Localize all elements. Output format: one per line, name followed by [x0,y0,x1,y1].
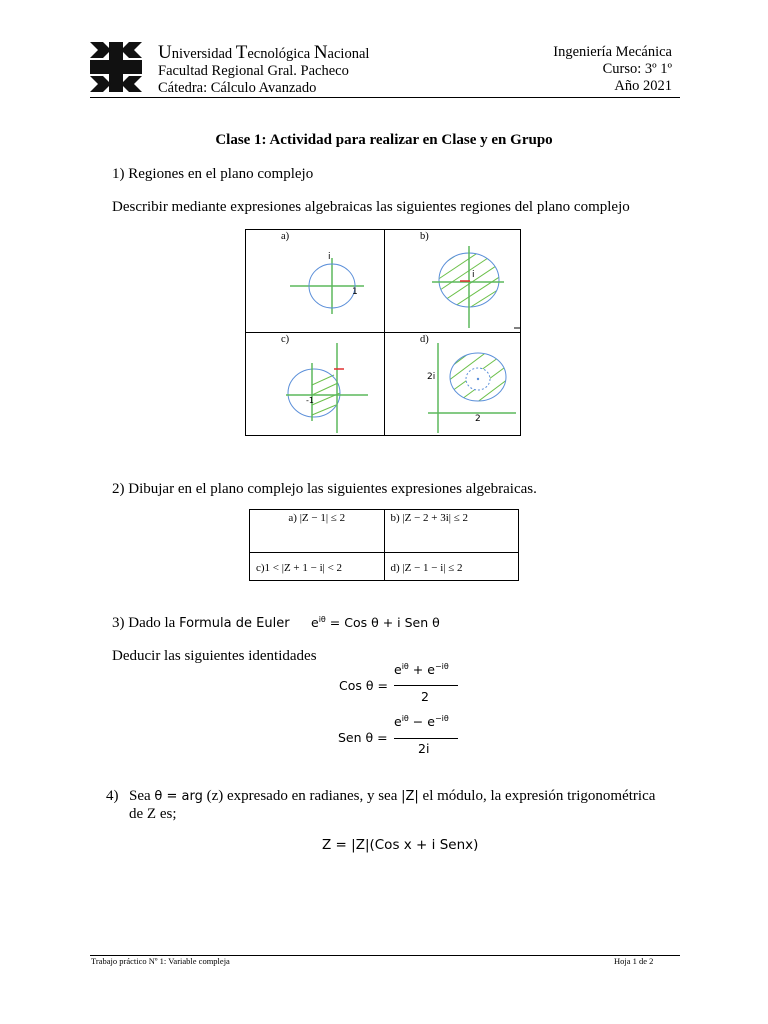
euler-rhs: = Cos θ + i Sen θ [325,615,440,631]
sen-fraction-bar [394,738,458,739]
faculty-name: Facultad Regional Gral. Pacheco [158,63,349,79]
university-logo [90,42,142,92]
figure-b-plot [384,230,522,332]
figure-b-i-label: i [472,270,475,280]
section-4-theta-arg: θ = arg [154,789,203,804]
figure-c-plot [246,333,384,435]
sen-num-op: − e [408,714,435,730]
cos-identity-denominator: 2 [421,689,429,704]
section-4-line-1 [129,788,655,805]
section-2-heading: 2) Dibujar en el plano complejo las siguientes expresiones algebraicas. [112,481,537,497]
section-1-heading: 1) Regiones en el plano complejo [112,166,314,182]
course: Curso: 3º 1º [602,61,672,77]
section-4-text-a: Sea [129,788,155,804]
section-3-heading [112,615,290,632]
institution-name: Universidad Tecnológica Nacional [158,42,370,63]
euler-lhs-exponent: iθ [318,615,326,624]
sen-identity-lhs: Sen θ = [338,730,388,745]
figure-d-plot [384,333,522,435]
cos-num-exp-b: −iθ [434,662,449,671]
cos-fraction-bar [394,685,458,686]
figure-a-i-label: i [328,252,331,262]
header-divider [90,97,680,98]
figure-a-plot [246,230,384,332]
figure-c-minus-one-label: -1 [306,396,314,405]
cos-num-exp-a: iθ [401,662,409,671]
section-4-number: 4) [106,788,119,804]
euler-formula [311,615,440,630]
figure-a-label: a) [281,231,290,242]
sen-num-exp-b: −iθ [434,714,449,723]
footer-page-number: Hoja 1 de 2 [614,956,654,966]
figure-d-2-label: 2 [475,414,481,424]
euler-formula-name: Formula de Euler [179,616,290,631]
deduce-instruction: Deducir las siguientes identidades [112,648,317,664]
table-cell: d) |Z − 1 − i| ≤ 2 [384,553,519,581]
figure-b-label: b) [420,231,429,242]
cos-num-term-a: e [394,662,402,678]
cos-num-op: + e [408,662,435,678]
sen-identity-numerator [394,714,449,729]
table-row [250,510,519,553]
department: Ingeniería Mecánica [553,44,672,60]
euler-lhs-base: e [311,615,319,631]
footer-left: Trabajo práctico Nº 1: Variable compleja [91,956,230,966]
table-row [250,553,519,581]
section-4-modulus: |Z| [401,789,419,804]
section-4-text-b: (z) expresado en radianes, y sea [202,788,402,804]
sen-identity-denominator: 2i [418,741,430,756]
sen-num-exp-a: iθ [401,714,409,723]
section-4-line-2: de Z es; [129,806,177,822]
sen-num-term-a: e [394,714,402,730]
header-right [553,44,672,95]
cos-identity-numerator [394,662,449,677]
chair-name: Cátedra: Cálculo Avanzado [158,80,317,96]
table-cell: c)1 < |Z + 1 − i| < 2 [250,553,385,581]
figure-d-label: d) [420,334,429,345]
section-1-instruction: Describir mediante expresiones algebraicas las siguientes regiones del plano complejo [112,199,630,215]
trigonometric-form-formula: Z = |Z|(Cos x + i Senx) [322,837,479,853]
figure-a-one-label: 1 [352,287,358,297]
section-4-text-c: el módulo, la expresión trigonométrica [418,788,656,804]
figure-d-2i-label: 2i [427,372,436,382]
header-left [158,44,369,97]
cos-identity-lhs: Cos θ = [339,678,388,693]
section-3-prefix: 3) Dado la [112,615,180,631]
page-title: Clase 1: Actividad para realizar en Clase y en Grupo [215,132,553,148]
expressions-table [249,509,519,581]
figure-c-label: c) [281,334,290,345]
table-cell: a) |Z − 1| ≤ 2 [250,510,385,553]
table-cell: b) |Z − 2 + 3i| ≤ 2 [384,510,519,553]
regions-figure-grid [245,229,521,436]
year: Año 2021 [614,78,672,94]
